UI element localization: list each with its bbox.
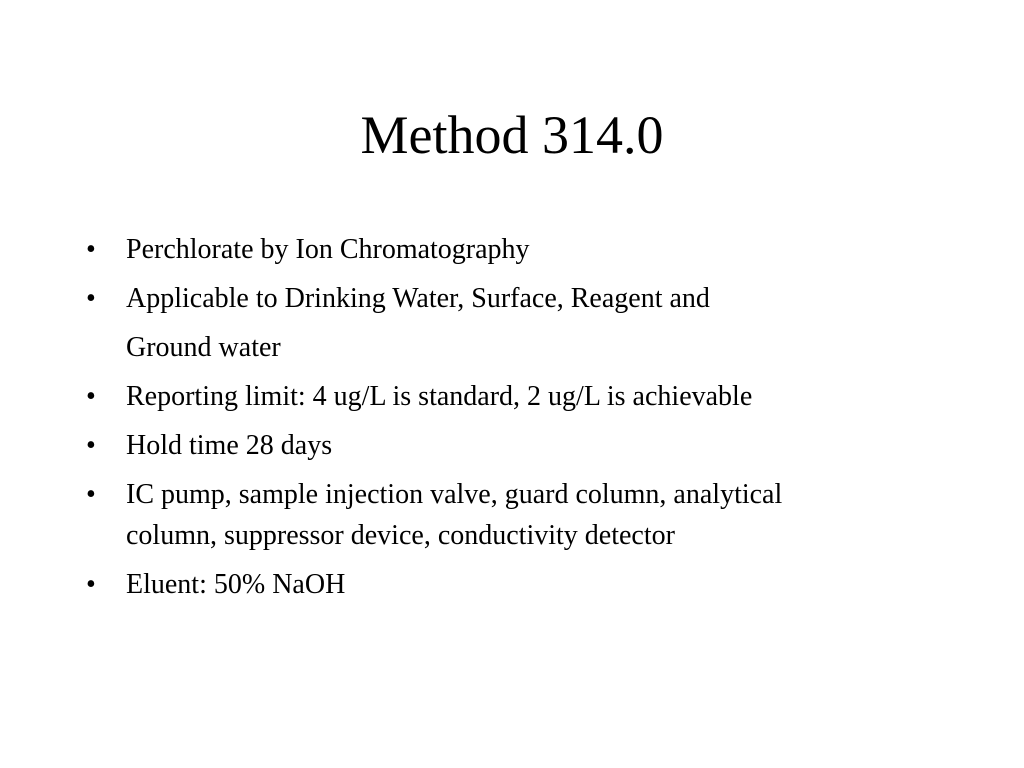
bullet-text: Applicable to Drinking Water, Surface, Reagent and xyxy=(126,283,710,314)
bullet-text: IC pump, sample injection valve, guard column, analytical xyxy=(126,479,783,510)
bullet-dot: • xyxy=(86,479,96,510)
bullet-text: Perchlorate by Ion Chromatography xyxy=(126,234,530,265)
bullet-dot: • xyxy=(86,283,96,314)
bullet-text: Reporting limit: 4 ug/L is standard, 2 ug/L is achievable xyxy=(126,381,753,412)
bullet-text-continuation: Ground water xyxy=(126,332,281,363)
bullet-dot: • xyxy=(86,430,96,461)
slide-title: Method 314.0 xyxy=(360,105,664,165)
bullet-text: Eluent: 50% NaOH xyxy=(126,569,346,600)
bullet-text-continuation: column, suppressor device, conductivity detector xyxy=(126,520,675,551)
bullet-dot: • xyxy=(86,569,96,600)
bullet-dot: • xyxy=(86,234,96,265)
bullet-text: Hold time 28 days xyxy=(126,430,333,461)
bullet-dot: • xyxy=(86,381,96,412)
